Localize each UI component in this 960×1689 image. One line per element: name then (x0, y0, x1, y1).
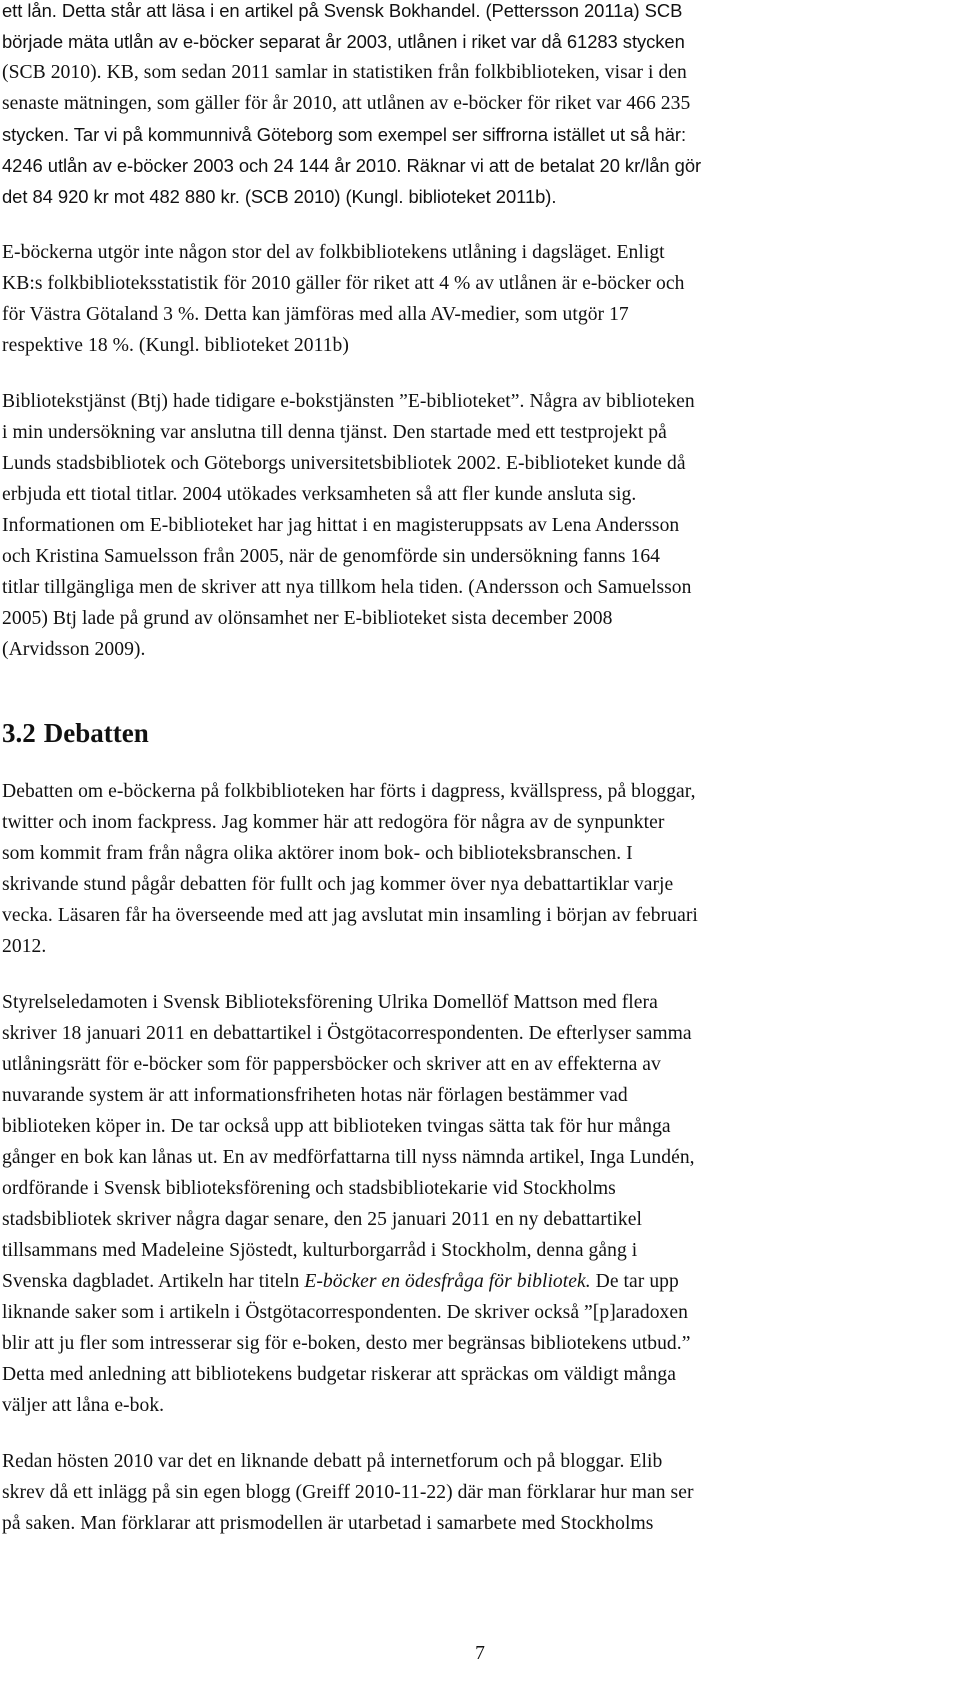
text-line: det 84 920 kr mot 482 880 kr. (SCB 2010) (Kungl. biblioteket 2011b). (2, 186, 557, 207)
text-line: twitter och inom fackpress. Jag kommer här att redogöra för några av de synpunkter (2, 812, 665, 833)
text-line: Styrelseledamoten i Svensk Biblioteksförening Ulrika Domellöf Mattson med flera (2, 992, 658, 1013)
text-line-with-title (2, 1266, 952, 1297)
section-number: 3.2 (2, 718, 36, 748)
text-line: började mäta utlån av e-böcker separat år 2003, utlånen i riket var då 61283 stycken (2, 31, 685, 52)
section-heading (2, 715, 952, 751)
paragraph-ebook-share (2, 237, 952, 361)
text-line: respektive 18 %. (Kungl. biblioteket 2011b) (2, 335, 349, 356)
text-line: ett lån. Detta står att läsa i en artikel på Svensk Bokhandel. (Pettersson 2011a) SCB (2, 0, 683, 21)
text-line: 2012. (2, 936, 47, 957)
text-line: skrev då ett inlägg på sin egen blogg (Greiff 2010-11-22) där man förklarar hur man ser (2, 1482, 694, 1503)
paragraph-spacer (2, 962, 952, 987)
page-number: 7 (475, 1643, 485, 1664)
text-line: och Kristina Samuelsson från 2005, när de genomförde sin undersökning fanns 164 (2, 546, 661, 567)
text-line: (Arvidsson 2009). (2, 639, 146, 660)
text-line: för Västra Götaland 3 %. Detta kan jämföras med alla AV-medier, som utgör 17 (2, 304, 629, 325)
paragraph-spacer (2, 212, 952, 237)
text-line: blir att ju fler som intresserar sig för e-boken, desto mer begränsas bibliotekens utbud.” (2, 1333, 691, 1354)
text-line: skriver 18 januari 2011 en debattartikel i Östgötacorrespondenten. De efterlyser samma (2, 1023, 692, 1044)
text-line: nuvarande system är att informationsfriheten hotas när förlagen bestämmer vad (2, 1085, 628, 1106)
text-segment: De tar upp (590, 1271, 679, 1292)
paragraph-spacer (2, 1421, 952, 1446)
text-line: biblioteken köper in. De tar också upp att biblioteken tvingas sätta tak för hur många (2, 1116, 671, 1137)
text-line: gånger en bok kan lånas ut. En av medförfattarna till nyss nämnda artikel, Inga Lundén, (2, 1147, 695, 1168)
text-line: stadsbibliotek skriver några dagar senare, den 25 januari 2011 en ny debattartikel (2, 1209, 642, 1230)
paragraph-elib-blog (2, 1446, 952, 1539)
text-line: (SCB 2010). KB, som sedan 2011 samlar in statistiken från folkbiblioteken, visar i den (2, 62, 687, 83)
text-line: som kommit fram från några olika aktörer inom bok- och biblioteksbranschen. I (2, 843, 633, 864)
paragraph-debate-intro (2, 776, 952, 962)
text-line: titlar tillgängliga men de skriver att nya tillkom hela tiden. (Andersson och Samuelsson (2, 577, 692, 598)
paragraph-spacer (2, 361, 952, 386)
section-title: Debatten (43, 718, 149, 748)
text-line: erbjuda ett tiotal titlar. 2004 utökades verksamheten så att fler kunde ansluta sig. (2, 484, 637, 505)
text-line: Debatten om e-böckerna på folkbiblioteken har förts i dagpress, kvällspress, på bloggar, (2, 781, 696, 802)
text-line: skrivande stund pågår debatten för fullt och jag kommer över nya debattartiklar varje (2, 874, 674, 895)
text-line: ordförande i Svensk biblioteksförening och stadsbibliotekarie vid Stockholms (2, 1178, 616, 1199)
paragraph-e-biblioteket (2, 386, 952, 665)
text-line: utlåningsrätt för e-böcker som för pappersböcker och skriver att en av effekterna av (2, 1054, 661, 1075)
text-line: 4246 utlån av e-böcker 2003 och 24 144 år 2010. Räknar vi att de betalat 20 kr/lån gör (2, 155, 702, 176)
text-line: på saken. Man förklarar att prismodellen är utarbetad i samarbete med Stockholms (2, 1513, 654, 1534)
text-line: stycken. Tar vi på kommunnivå Göteborg som exempel ser siffrorna istället ut så här: (2, 124, 687, 145)
paragraph-ebook-loan-statistics (2, 0, 952, 212)
section-spacer (2, 665, 952, 715)
text-line: Redan hösten 2010 var det en liknande debatt på internetforum och på bloggar. Elib (2, 1451, 663, 1472)
text-line: liknande saker som i artikeln i Östgötacorrespondenten. De skriver också ”[p]aradoxen (2, 1302, 688, 1323)
text-line: Lunds stadsbibliotek och Göteborgs universitetsbibliotek 2002. E-biblioteket kunde då (2, 453, 686, 474)
text-line: Informationen om E-biblioteket har jag hittat i en magisteruppsats av Lena Andersson (2, 515, 680, 536)
text-line: Bibliotekstjänst (Btj) hade tidigare e-bokstjänsten ”E-biblioteket”. Några av biblioteken (2, 391, 695, 412)
text-line: vecka. Läsaren får ha överseende med att jag avslutat min insamling i början av februari (2, 905, 698, 926)
text-line: E-böckerna utgör inte någon stor del av folkbibliotekens utlåning i dagsläget. Enligt (2, 242, 665, 263)
text-line: Detta med anledning att bibliotekens budgetar riskerar att spräckas om väldigt många (2, 1364, 676, 1385)
text-line: i min undersökning var anslutna till denna tjänst. Den startade med ett testprojekt på (2, 422, 667, 443)
text-line: 2005) Btj lade på grund av olönsamhet ner E-biblioteket sista december 2008 (2, 608, 613, 629)
paragraph-debate-articles (2, 987, 952, 1421)
text-segment: Svenska dagbladet. Artikeln har titeln (2, 1271, 305, 1292)
text-line: väljer att låna e-bok. (2, 1395, 165, 1416)
text-line: senaste mätningen, som gäller för år 2010, att utlånen av e-böcker för riket var 466 235 (2, 93, 691, 114)
article-title: E-böcker en ödesfråga för bibliotek. (304, 1271, 591, 1292)
heading-spacer (2, 751, 952, 776)
text-line: tillsammans med Madeleine Sjöstedt, kulturborgarråd i Stockholm, denna gång i (2, 1240, 638, 1261)
text-line: KB:s folkbiblioteksstatistik för 2010 gäller för riket att 4 % av utlånen är e-böcker och (2, 273, 685, 294)
